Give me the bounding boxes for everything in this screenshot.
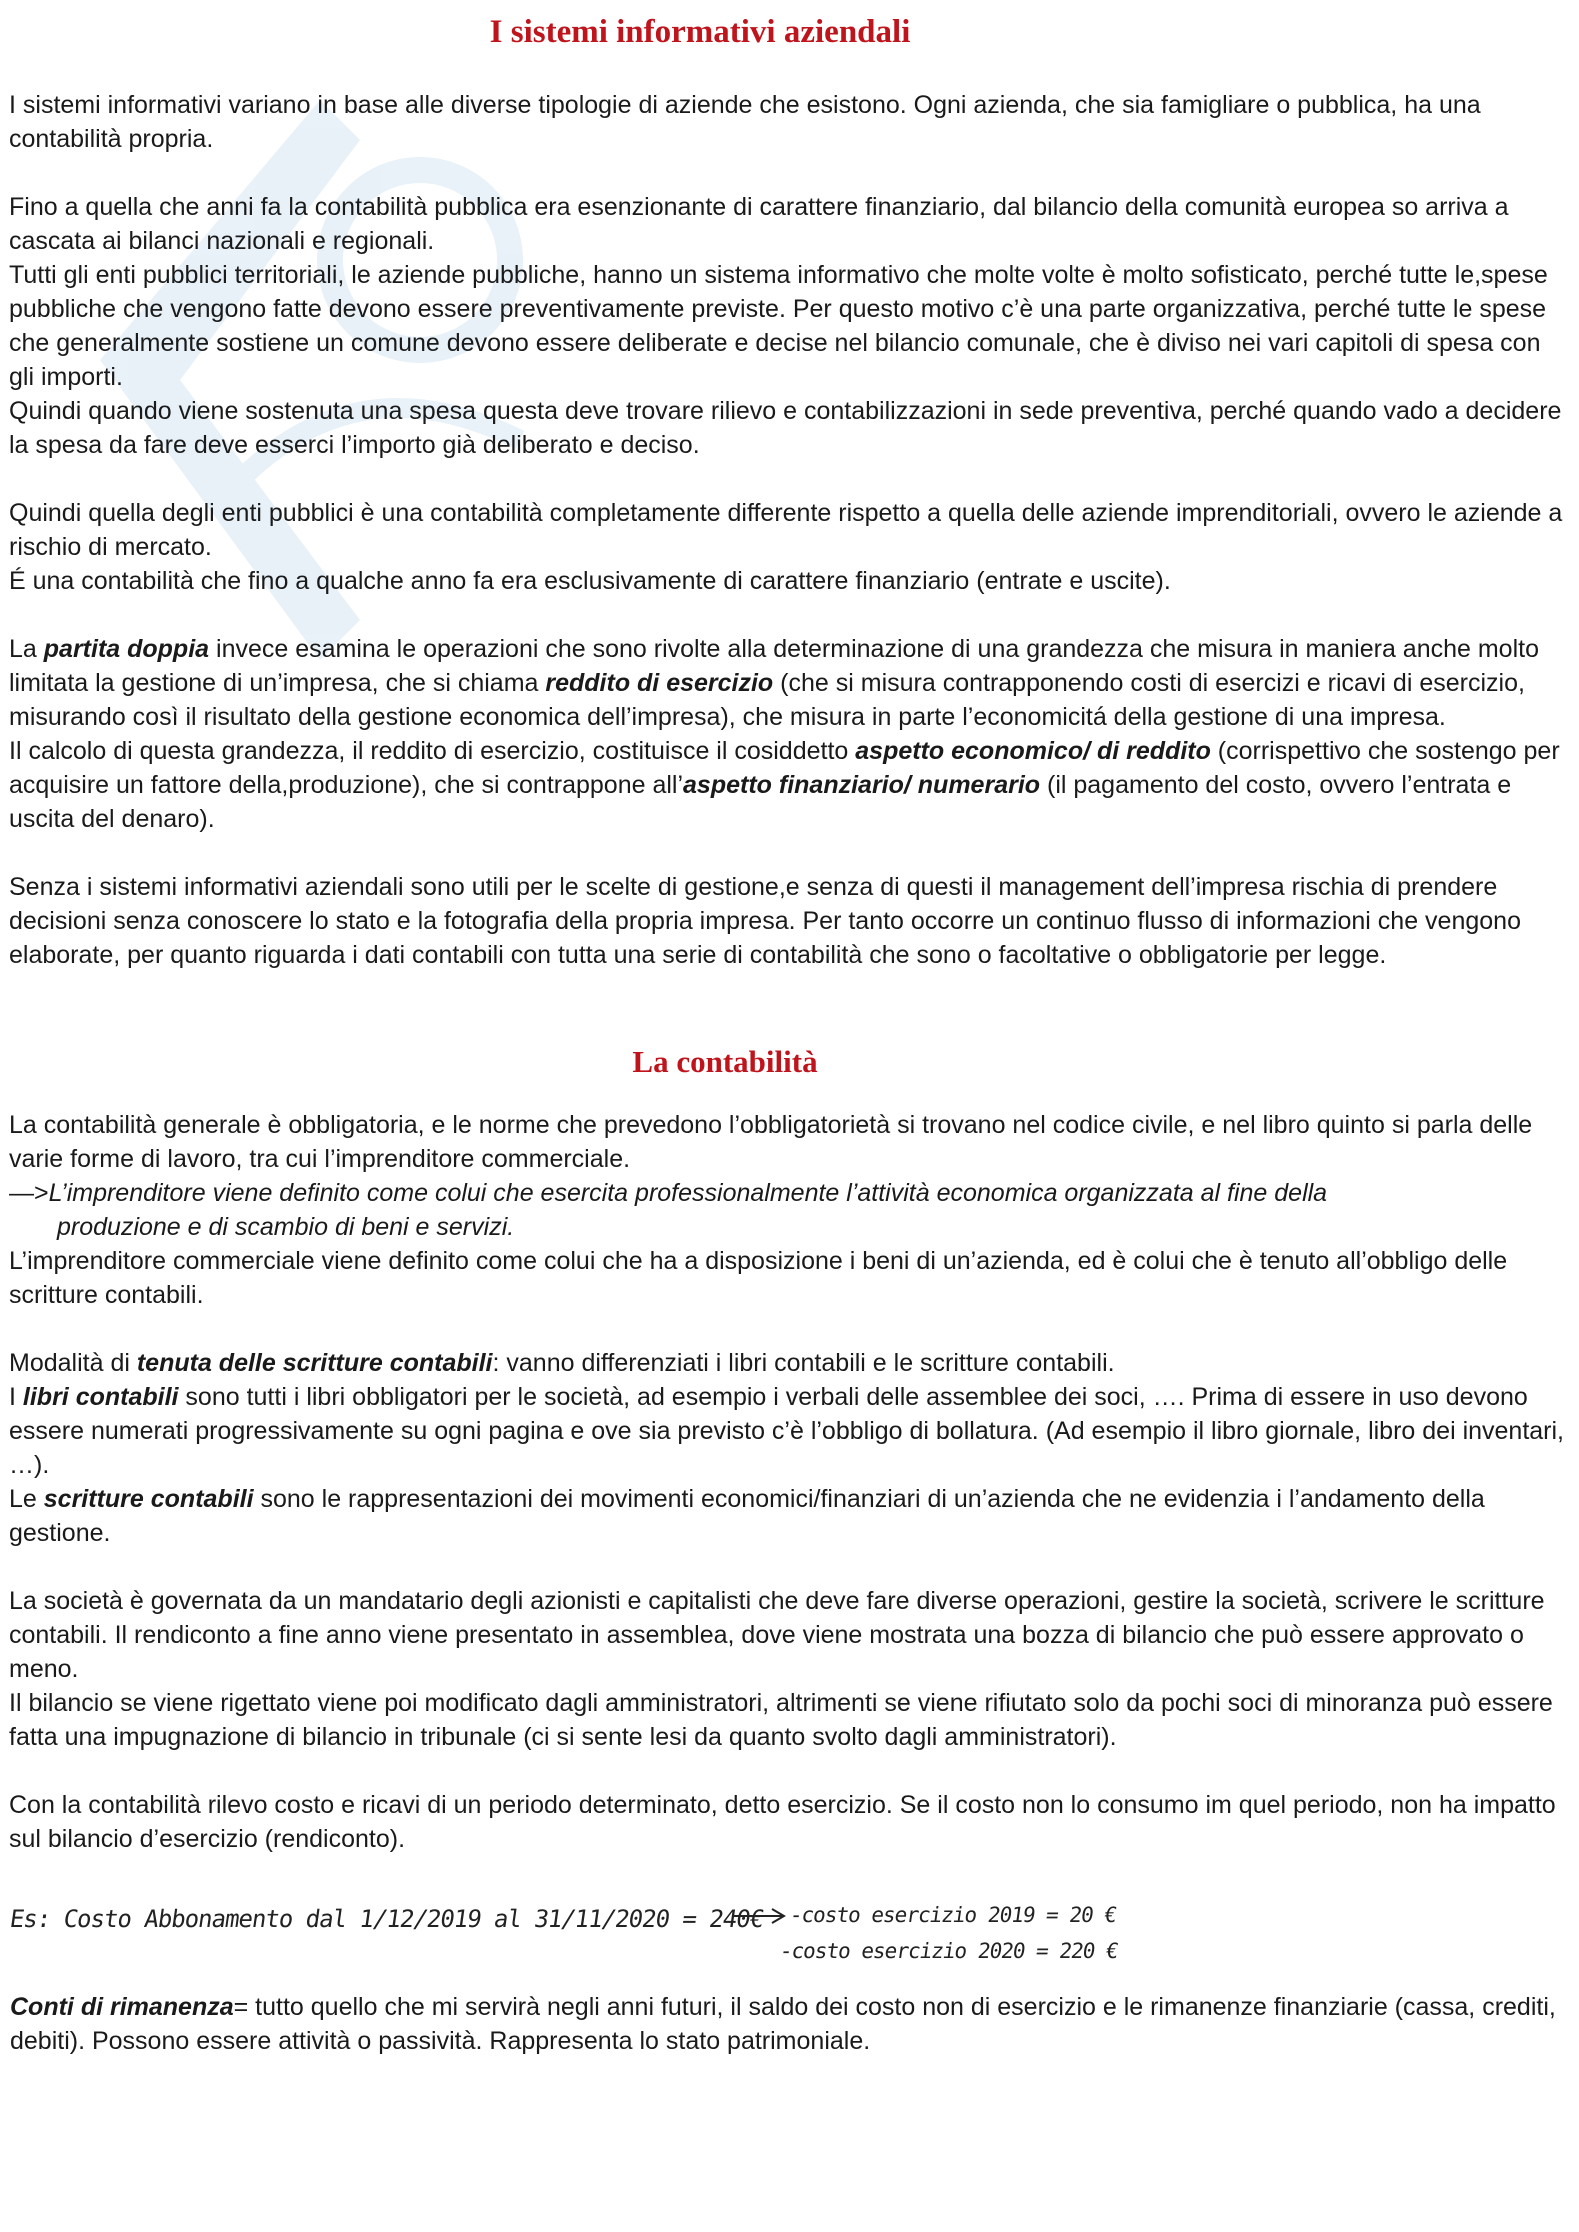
paragraph-tenuta xyxy=(9,1346,1569,1380)
term-conti-rimanenza: Conti di rimanenza xyxy=(10,1993,234,2021)
text: Le xyxy=(9,1485,44,1513)
paragraph: Senza i sistemi informativi aziendali sono utili per le scelte di gestione,e senza di questi il management dell’impresa rischia di prendere decisioni senza conoscere lo stato e la fotografia della propria impresa. Per tanto occorre un continuo flusso di informazioni che vengono elaborate, per quanto riguarda i dati contabili con tutta una serie di contabilità che sono o facoltative o obbligatorie per legge. xyxy=(9,873,1521,969)
text: sono le rappresentazioni dei movimenti economici/finanziari di un’azienda che ne evidenzia i l’andamento della gestione. xyxy=(9,1485,1485,1547)
text: (che si misura contrapponendo costi di esercizi e ricavi di esercizio, misurando così il risultato della gestione economica dell’impresa), che misura in parte l’economicitá della gestione di una impresa. xyxy=(9,669,1525,731)
paragraph-scritture-contabili xyxy=(9,1482,1569,1550)
arrow-icon xyxy=(730,1906,790,1926)
arrow-marker: —> xyxy=(9,1179,49,1207)
term-tenuta-scritture: tenuta delle scritture contabili xyxy=(136,1349,493,1377)
quote-text: L’imprenditore viene definito come colui che esercita professionalmente l’attività economica organizzata al fine della xyxy=(48,1179,1328,1207)
paragraph: L’imprenditore commerciale viene definito come colui che ha a disposizione i beni di un’azienda, ed è colui che è tenuto all’obbligo delle scritture contabili. xyxy=(9,1247,1508,1309)
paragraph: Il bilancio se viene rigettato viene poi modificato dagli amministratori, altrimenti se viene rifiutato solo da pochi soci di minoranza può essere fatta una impugnazione di bilancio in tribunale (ci si sente lesi da quanto svolto dagli amministratori). xyxy=(9,1689,1553,1751)
paragraph: Quindi quella degli enti pubblici è una contabilità completamente differente rispetto a quella delle aziende imprenditoriali, ovvero le aziende a rischio di mercato. xyxy=(9,499,1563,561)
paragraph-conti-rimanenza xyxy=(10,1990,1570,2058)
handwritten-line: -costo esercizio 2020 = 220 € xyxy=(778,1939,1120,1963)
paragraph: Quindi quando viene sostenuta una spesa questa deve trovare rilievo e contabilizzazioni in sede preventiva, perché quando vado a decidere la spesa da fare deve esserci l’importo già deliberato e deciso. xyxy=(9,397,1562,459)
text: = tutto quello che mi servirà negli anni futuri, il saldo dei costo non di esercizio e le rimanenze finanziarie (cassa, crediti, debiti). Possono essere attività o passività. Rappresenta lo stato patrimoniale. xyxy=(10,1993,1556,2055)
paragraph: Fino a quella che anni fa la contabilità pubblica era esenzionante di carattere finanziario, dal bilancio della comunità europea so arriva a cascata ai bilanci nazionali e regionali. xyxy=(9,193,1509,255)
paragraph-libri-contabili xyxy=(9,1380,1569,1482)
quote-definition xyxy=(9,1176,1569,1210)
term-partita-doppia: partita doppia xyxy=(43,635,210,663)
section-sistemi-informativi xyxy=(9,88,1569,972)
text: Modalità di xyxy=(9,1349,137,1377)
section-contabilita xyxy=(9,1108,1569,1856)
paragraph: La società è governata da un mandatario degli azionisti e capitalisti che deve fare diverse operazioni, gestire la società, scrivere le scritture contabili. Il rendiconto a fine anno viene presentato in assemblea, dove viene mostrata una bozza di bilancio che può essere approvato o meno. xyxy=(9,1587,1545,1683)
term-reddito-di-esercizio: reddito di esercizio xyxy=(545,669,774,697)
paragraph: La contabilità generale è obbligatoria, e le norme che prevedono l’obbligatorietà si trovano nel codice civile, e nel libro quinto si parla delle varie forme di lavoro, tra cui l’imprenditore commerciale. xyxy=(9,1111,1533,1173)
paragraph-aspetto-economico xyxy=(9,734,1569,836)
section-heading-contabilita: La contabilità xyxy=(632,1044,818,1079)
text: I xyxy=(9,1383,23,1411)
quote-continuation: produzione e di scambio di beni e servizi. xyxy=(57,1213,515,1241)
paragraph-partita-doppia xyxy=(9,632,1569,734)
handwritten-line: -costo esercizio 2019 = 20 € xyxy=(788,1903,1118,1927)
text: La xyxy=(9,635,44,663)
paragraph: Con la contabilità rilevo costo e ricavi di un periodo determinato, detto esercizio. Se il costo non lo consumo im quel periodo, non ha impatto sul bilancio d’esercizio (rendiconto). xyxy=(9,1791,1556,1853)
paragraph: É una contabilità che fino a qualche anno fa era esclusivamente di carattere finanziario (entrate e uscite). xyxy=(9,567,1171,595)
text: Il calcolo di questa grandezza, il reddito di esercizio, costituisce il cosiddetto xyxy=(9,737,856,765)
term-libri-contabili: libri contabili xyxy=(22,1383,179,1411)
paragraph: I sistemi informativi variano in base alle diverse tipologie di aziende che esistono. Ogni azienda, che sia famigliare o pubblica, ha una contabilità propria. xyxy=(9,91,1481,153)
handwritten-example xyxy=(10,1898,1180,1978)
paragraph: Tutti gli enti pubblici territoriali, le aziende pubbliche, hanno un sistema informativo che molte volte è molto sofisticato, perché tutte le,spese pubbliche che vengono fatte devono essere preventivamente previste. Per questo motivo c’è una parte organizzativa, perché tutte le spese che generalmente sostiene un comune devono essere deliberate e decise nel bilancio comunale, che è diviso nei vari capitoli di spesa con gli importi. xyxy=(9,261,1548,391)
page-title: I sistemi informativi aziendali xyxy=(489,14,911,50)
handwritten-line: Es: Costo Abbonamento dal 1/12/2019 al 31/11/2020 = 240€ xyxy=(8,1905,766,1933)
text: sono tutti i libri obbligatori per le società, ad esempio i verbali delle assemblee dei soci, …. Prima di essere in uso devono essere numerati progressivamente su ogni pagina e ove sia previsto c’è l’obbligo di bollatura. (Ad esempio il libro giornale, libro dei inventari, …). xyxy=(9,1383,1565,1479)
text: : vanno differenziati i libri contabili e le scritture contabili. xyxy=(492,1349,1115,1377)
term-aspetto-finanziario: aspetto finanziario/ numerario xyxy=(683,771,1041,799)
text: (corrispettivo che sostengo per acquisire un fattore della,produzione), che si contrappone all’ xyxy=(9,737,1560,799)
text: invece esamina le operazioni che sono rivolte alla determinazione di una grandezza che misura in maniera anche molto limitata la gestione di un’impresa, che si chiama xyxy=(9,635,1539,697)
term-scritture-contabili: scritture contabili xyxy=(43,1485,254,1513)
text: (il pagamento del costo, ovvero l’entrata e uscita del denaro). xyxy=(9,771,1512,833)
term-aspetto-economico: aspetto economico/ di reddito xyxy=(855,737,1211,765)
